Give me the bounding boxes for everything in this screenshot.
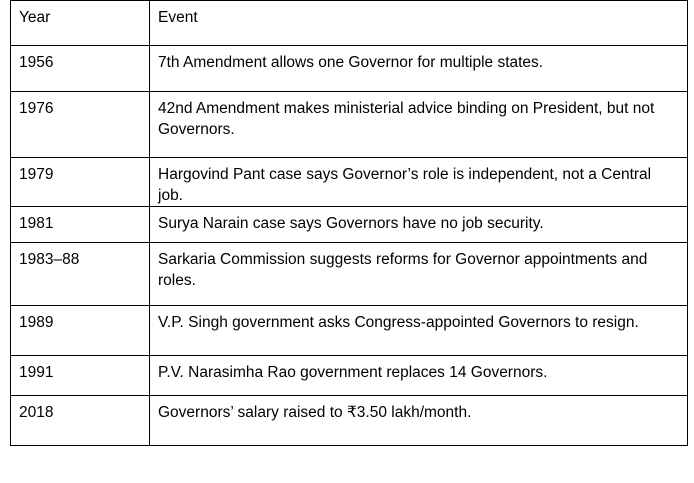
event-cell: V.P. Singh government asks Congress-appointed Governors to resign. [150,306,688,356]
year-cell: 1981 [11,207,150,243]
event-cell: P.V. Narasimha Rao government replaces 14 Governors. [150,356,688,396]
year-cell: 2018 [11,396,150,446]
timeline-table [10,0,688,446]
year-cell: 1956 [11,46,150,92]
table-row [11,306,688,356]
year-cell: 1979 [11,158,150,207]
event-cell: 42nd Amendment makes ministerial advice binding on President, but not Governors. [150,92,688,158]
table-header-row [11,1,688,46]
table-row [11,92,688,158]
event-cell: Surya Narain case says Governors have no job security. [150,207,688,243]
year-cell: 1983–88 [11,243,150,306]
table-row [11,396,688,446]
year-cell: 1991 [11,356,150,396]
year-cell: 1976 [11,92,150,158]
event-cell: Sarkaria Commission suggests reforms for Governor appointments and roles. [150,243,688,306]
table-row [11,243,688,306]
header-year: Year [11,1,150,46]
timeline-table-container [10,0,688,446]
table-row [11,158,688,207]
year-cell: 1989 [11,306,150,356]
header-event: Event [150,1,688,46]
table-row [11,46,688,92]
event-cell: Hargovind Pant case says Governor’s role is independent, not a Central job. [150,158,688,207]
table-row [11,207,688,243]
table-row [11,356,688,396]
event-cell: Governors’ salary raised to ₹3.50 lakh/month. [150,396,688,446]
event-cell: 7th Amendment allows one Governor for multiple states. [150,46,688,92]
